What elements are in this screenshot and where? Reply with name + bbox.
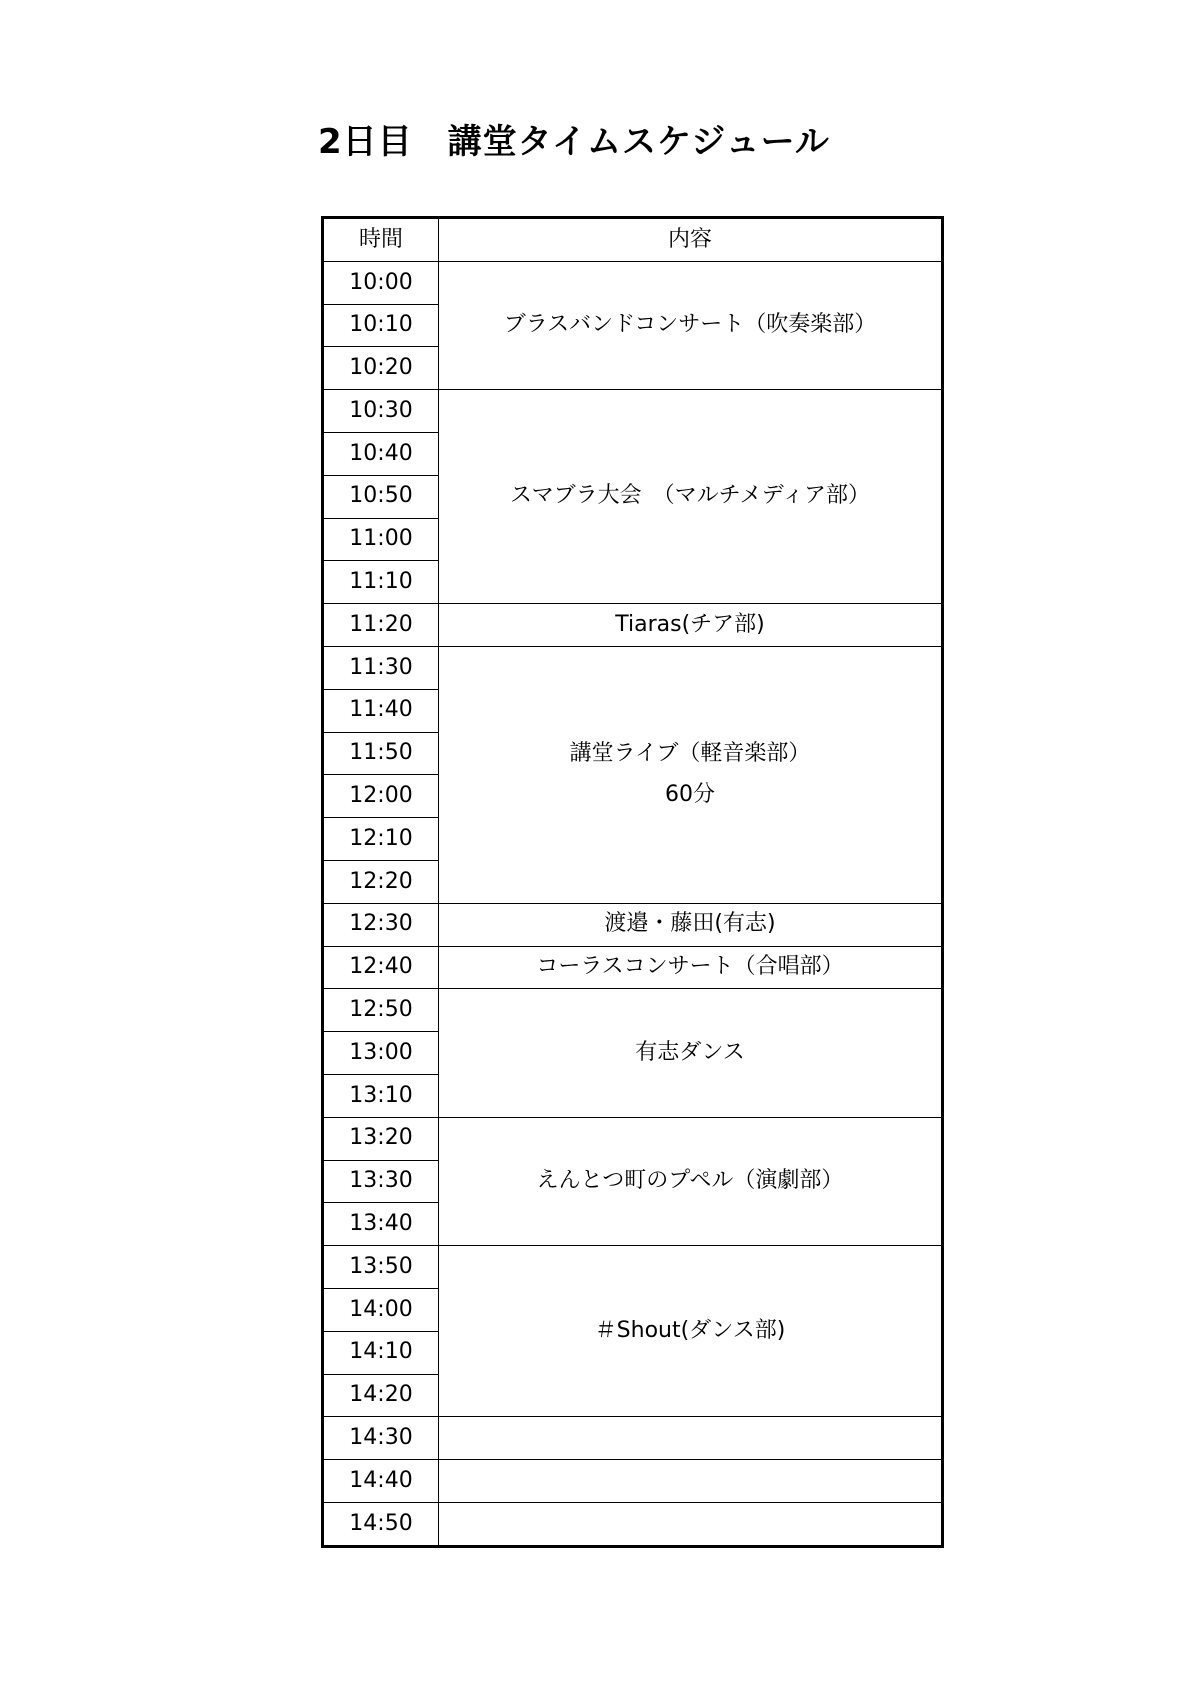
event-cell	[439, 1117, 943, 1245]
time-cell: 13:20	[323, 1117, 439, 1160]
time-cell: 12:20	[323, 860, 439, 903]
time-cell: 14:50	[323, 1502, 439, 1546]
event-text: コーラスコンサート（合唱部）	[536, 954, 844, 980]
event-cell	[439, 946, 943, 989]
time-cell: 10:30	[323, 390, 439, 433]
time-cell: 12:10	[323, 818, 439, 861]
table-row	[323, 646, 943, 689]
table-row	[323, 390, 943, 433]
time-cell: 10:50	[323, 475, 439, 518]
event-cell	[439, 989, 943, 1117]
time-cell: 11:40	[323, 689, 439, 732]
table-row	[323, 989, 943, 1032]
table-row	[323, 1246, 943, 1289]
event-cell	[439, 261, 943, 389]
table-row	[323, 1117, 943, 1160]
time-cell: 14:30	[323, 1417, 439, 1460]
event-text: えんとつ町のプペル（演劇部）	[536, 1168, 844, 1194]
event-text: 有志ダンス	[635, 1039, 745, 1065]
time-cell: 12:30	[323, 903, 439, 946]
table-row	[323, 1460, 943, 1503]
event-text: 講堂ライブ（軽音楽部）	[569, 741, 811, 767]
event-text: Tiaras(チア部)	[615, 611, 765, 637]
event-text: ＃Shout(ダンス部)	[594, 1318, 786, 1344]
time-cell: 10:20	[323, 347, 439, 390]
time-cell: 14:20	[323, 1374, 439, 1417]
time-cell: 10:10	[323, 304, 439, 347]
event-cell	[439, 1246, 943, 1417]
time-cell: 11:20	[323, 604, 439, 647]
event-cell	[439, 646, 943, 903]
event-text: ブラスバンドコンサート（吹奏楽部）	[503, 312, 877, 338]
event-cell	[439, 604, 943, 647]
time-cell: 14:40	[323, 1460, 439, 1503]
table-row	[323, 604, 943, 647]
time-cell: 13:30	[323, 1160, 439, 1203]
table-row	[323, 946, 943, 989]
time-cell: 11:10	[323, 561, 439, 604]
time-cell: 13:40	[323, 1203, 439, 1246]
content-column-header: 内容	[439, 218, 943, 262]
time-cell: 12:50	[323, 989, 439, 1032]
table-row	[323, 903, 943, 946]
event-text: 60分	[665, 781, 715, 807]
schedule-table-header	[323, 218, 943, 262]
time-cell: 10:00	[323, 261, 439, 304]
time-cell: 12:40	[323, 946, 439, 989]
header-row	[323, 218, 943, 262]
event-text: 渡邉・藤田(有志)	[604, 911, 776, 937]
table-row	[323, 1417, 943, 1460]
schedule-table-body	[323, 261, 943, 1546]
schedule-table	[321, 216, 944, 1548]
time-cell: 11:30	[323, 646, 439, 689]
time-cell: 11:50	[323, 732, 439, 775]
event-cell	[439, 390, 943, 604]
page-title: 2日目 講堂タイムスケジュール	[318, 122, 830, 162]
time-cell: 14:00	[323, 1288, 439, 1331]
time-cell: 14:10	[323, 1331, 439, 1374]
event-cell	[439, 903, 943, 946]
event-cell	[439, 1417, 943, 1460]
time-cell: 11:00	[323, 518, 439, 561]
table-row	[323, 261, 943, 304]
time-cell: 12:00	[323, 775, 439, 818]
time-cell: 13:00	[323, 1032, 439, 1075]
event-text: スマブラ大会 （マルチメディア部）	[510, 483, 870, 509]
time-cell: 13:10	[323, 1074, 439, 1117]
time-cell: 10:40	[323, 432, 439, 475]
event-cell	[439, 1460, 943, 1503]
time-cell: 13:50	[323, 1246, 439, 1289]
time-column-header: 時間	[323, 218, 439, 262]
event-cell	[439, 1502, 943, 1546]
table-row	[323, 1502, 943, 1546]
